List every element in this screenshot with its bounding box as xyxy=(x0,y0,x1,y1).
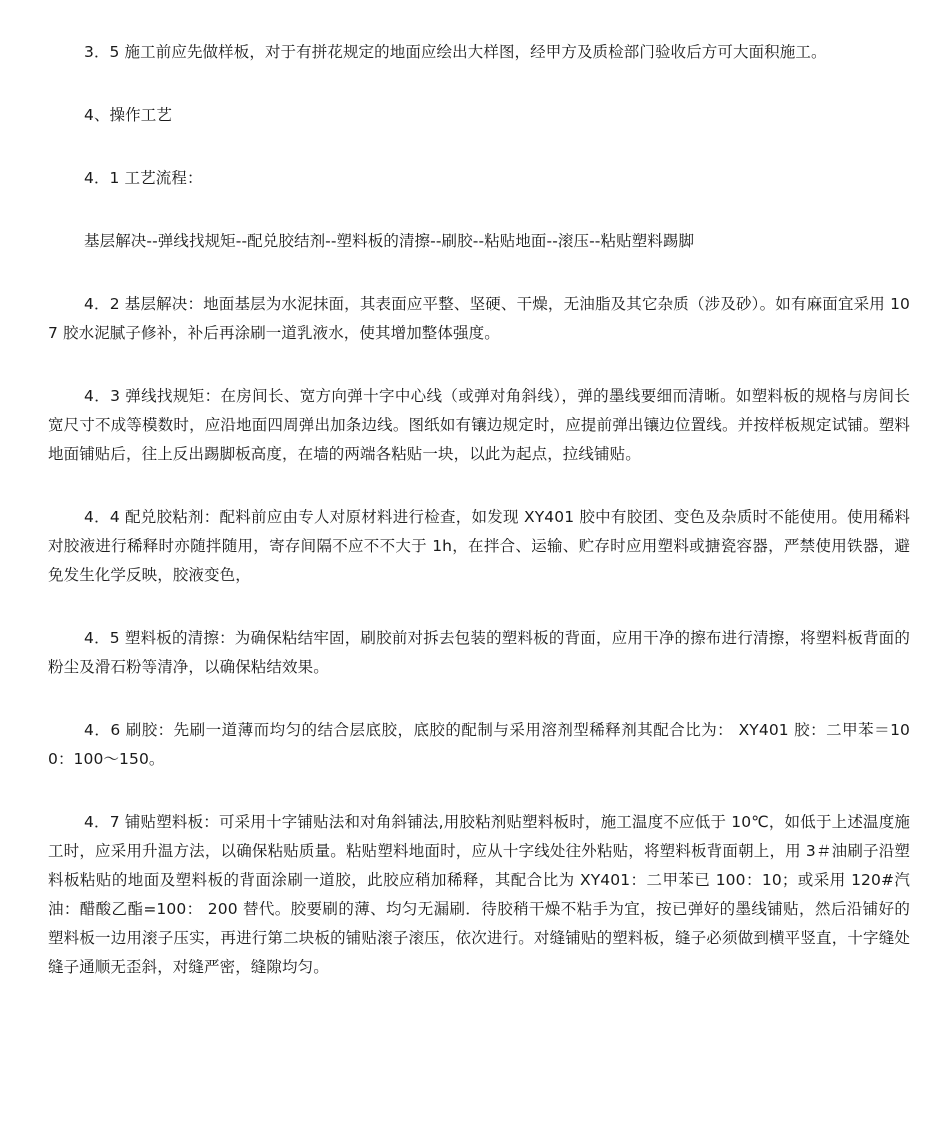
paragraph-4-7-board-laying: 4．7 铺贴塑料板：可采用十字铺贴法和对角斜铺法,用胶粘剂贴塑料板时，施工温度不应低于 10℃，如低于上述温度施工时，应采用升温方法，以确保粘贴质量。粘贴塑料地面时，应从十字线处往外粘贴，将塑料板背面朝上，用 3＃油刷子沿塑料板粘贴的地面及塑料板的背面涂刷一道胶，此胶应稍加稀释，其配合比为 XY401：二甲苯已 100：10；或采用 120#汽油：醋酸乙酯=100： 200 替代。胶要刷的薄、均匀无漏刷．待胶稍干燥不粘手为宜，按已弹好的墨线铺贴，然后沿铺好的塑料板一边用滚子压实，再进行第二块板的铺贴滚子滚压，依次进行。对缝铺贴的塑料板，缝子必须做到横平竖直，十字缝处缝子通顺无歪斜，对缝严密，缝隙均匀。 xyxy=(48,813,910,976)
paragraph-4-5-board-cleaning: 4．5 塑料板的清擦：为确保粘结牢固，刷胶前对拆去包装的塑料板的背面，应用干净的擦布进行清擦，将塑料板背面的粉尘及滑石粉等清净，以确保粘结效果。 xyxy=(48,629,910,676)
paragraph-4-6-glue-brushing: 4．6 刷胶：先刷一道薄而均匀的结合层底胶，底胶的配制与采用溶剂型稀释剂其配合比为： XY401 胶：二甲苯＝100：100～150。 xyxy=(48,721,910,768)
paragraph-3-5-sample-board: 3．5 施工前应先做样板，对于有拼花规定的地面应绘出大样图，经甲方及质检部门验收后方可大面积施工。 xyxy=(84,43,827,61)
subheading-4-1-process-flow: 4．1 工艺流程： xyxy=(84,169,203,187)
paragraph-process-flow-steps: 基层解决--弹线找规矩--配兑胶结剂--塑料板的清擦--刷胶--粘贴地面--滚压--粘贴塑料踢脚 xyxy=(84,232,695,250)
section-heading-operation-process: 4、操作工艺 xyxy=(84,106,172,124)
paragraph-4-2-base-treatment: 4．2 基层解决：地面基层为水泥抹面，其表面应平整、坚硬、干燥，无油脂及其它杂质（涉及砂）。如有麻面宜采用 107 胶水泥腻子修补，补后再涂刷一道乳液水，使其增加整体强度。 xyxy=(48,295,910,342)
paragraph-4-4-adhesive-mixing: 4．4 配兑胶粘剂：配料前应由专人对原材料进行检查，如发现 XY401 胶中有胶团、变色及杂质时不能使用。使用稀料对胶液进行稀释时亦随拌随用，寄存间隔不应不不大于 1h，在拌合、运输、贮存时应用塑料或搪瓷容器，严禁使用铁器，避免发生化学反映，胶液变色， xyxy=(48,508,910,584)
document-body xyxy=(48,38,910,1016)
paragraph-4-3-line-marking: 4．3 弹线找规矩：在房间长、宽方向弹十字中心线（或弹对角斜线），弹的墨线要细而清晰。如塑料板的规格与房间长宽尺寸不成等模数时，应沿地面四周弹出加条边线。图纸如有镶边规定时，应提前弹出镶边位置线。并按样板规定试铺。塑料地面铺贴后，往上反出踢脚板高度，在墙的两端各粘贴一块，以此为起点，拉线铺贴。 xyxy=(48,387,910,463)
